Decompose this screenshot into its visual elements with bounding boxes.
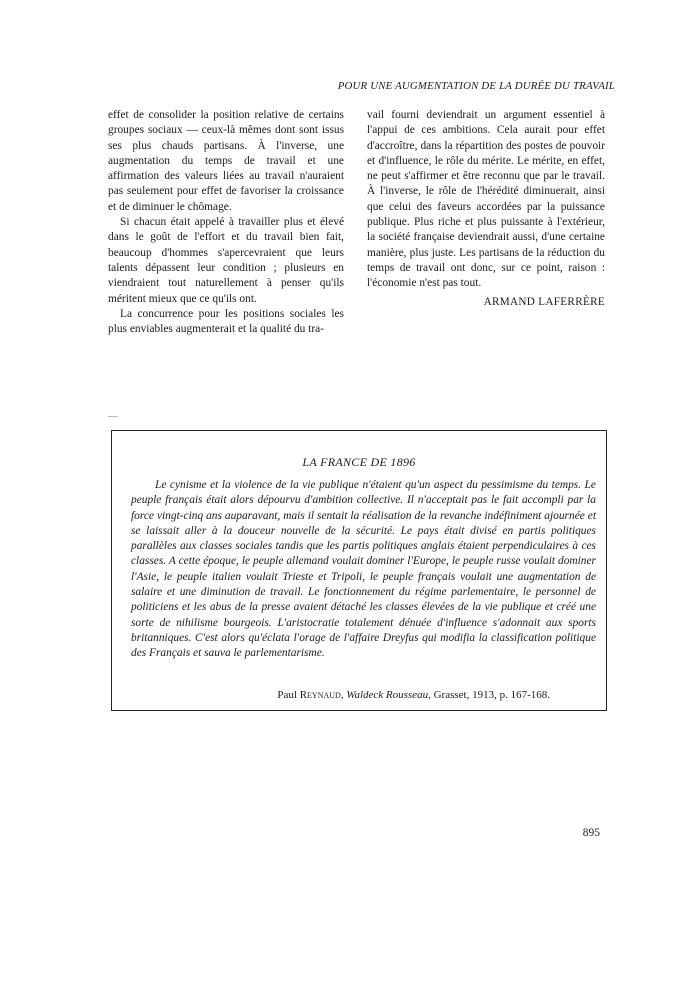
running-head: POUR UNE AUGMENTATION DE LA DURÉE DU TRAVAIL bbox=[337, 80, 615, 92]
quote-box-body bbox=[131, 478, 596, 662]
quote-box bbox=[111, 430, 607, 711]
source-details: , Grasset, 1913, p. 167-168. bbox=[428, 689, 550, 701]
quote-source: Paul Reynaud, Waldeck Rousseau, Grasset, 1913, p. 167-168. bbox=[277, 689, 550, 701]
page-number: 895 bbox=[582, 827, 600, 839]
article-paragraph: Si chacun était appelé à travailler plus et élevé dans le goût de l'effort et du travail bien fait, beaucoup d'hommes s'apercevraient que leurs talents dépassent leur condition ; plusieurs en viendraient tout naturellement à penser qu'ils méritent mieux que ce qu'ils ont. bbox=[108, 216, 344, 305]
section-divider bbox=[108, 416, 118, 417]
article-paragraph: effet de consolider la position relative de certains groupes sociaux — ceux-là mêmes dont sont issus ses plus chauds partisans. À l'inverse, une augmentation du temps de travail et une affirmation des valeurs liées au travail n'auraient pas seulement pour effet de favoriser la croissance et de diminuer le chômage. bbox=[108, 109, 344, 213]
source-author-last: Reynaud bbox=[299, 689, 341, 701]
source-author-first: Paul bbox=[277, 689, 297, 701]
article-paragraph: La concurrence pour les positions sociales les plus enviables augmenterait et la qualité du tra- bbox=[108, 307, 344, 336]
quote-paragraph: Le cynisme et la violence de la vie publique n'étaient qu'un aspect du pessimisme du temps. Le peuple français était alors dépourvu d'ambition collective. Il n'acceptait pas le fait accompli par la force vingt-cinq ans auparavant, mais il sentait la réalisation de la revanche indéfiniment ajournée et se laissait aller à la douceur nouvelle de la sécurité. Le pays était divisé en partis politiques parallèles aux classes sociales tandis que les partis politiques anglais étaient perpendiculaires à ces classes. A cette époque, le peuple allemand voulait dominer l'Europe, le peuple russe voulait dominer l'Asie, le peuple italien voulait Trieste et Tripoli, le peuple français voulait une augmentation de salaire et une diminution de travail. Le fonctionnement du régime parlementaire, le personnel de politiciens et les abus de la presse avaient détaché les classes élevées de la vie publique et créé une sorte de nihilisme bourgeois. L'aristocratie totalement dénuée d'influence s'adonnait aux sports britanniques. C'est alors qu'éclata l'orage de l'affaire Dreyfus qui modifia la classification politique des Français et sauva le parlementarisme. bbox=[131, 479, 596, 660]
author-signature: ARMAND LAFERRÈRE bbox=[483, 295, 605, 308]
article-paragraph: vail fourni deviendrait un argument essentiel à l'appui de ces ambitions. Cela aurait pour effet d'accroître, dans la répartition des postes de pouvoir et d'influence, le rôle du mérite. Le mérite, en effet, ne peut s'affirmer et être reconnu que par le travail. À l'inverse, le rôle de l'hérédité diminuerait, ainsi que celui des faveurs accordées par la puissance publique. Plus riche et plus puissante à l'extérieur, la société française deviendrait aussi, d'une certaine manière, plus juste. Les partisans de la réduction du temps de travail ont donc, sur ce point, raison : l'économie n'est pas tout. bbox=[367, 109, 605, 290]
quote-box-title: LA FRANCE DE 1896 bbox=[302, 455, 416, 469]
source-work-title: Waldeck Rousseau bbox=[346, 689, 429, 701]
article-left-column bbox=[108, 108, 344, 337]
article-right-column bbox=[367, 108, 605, 310]
